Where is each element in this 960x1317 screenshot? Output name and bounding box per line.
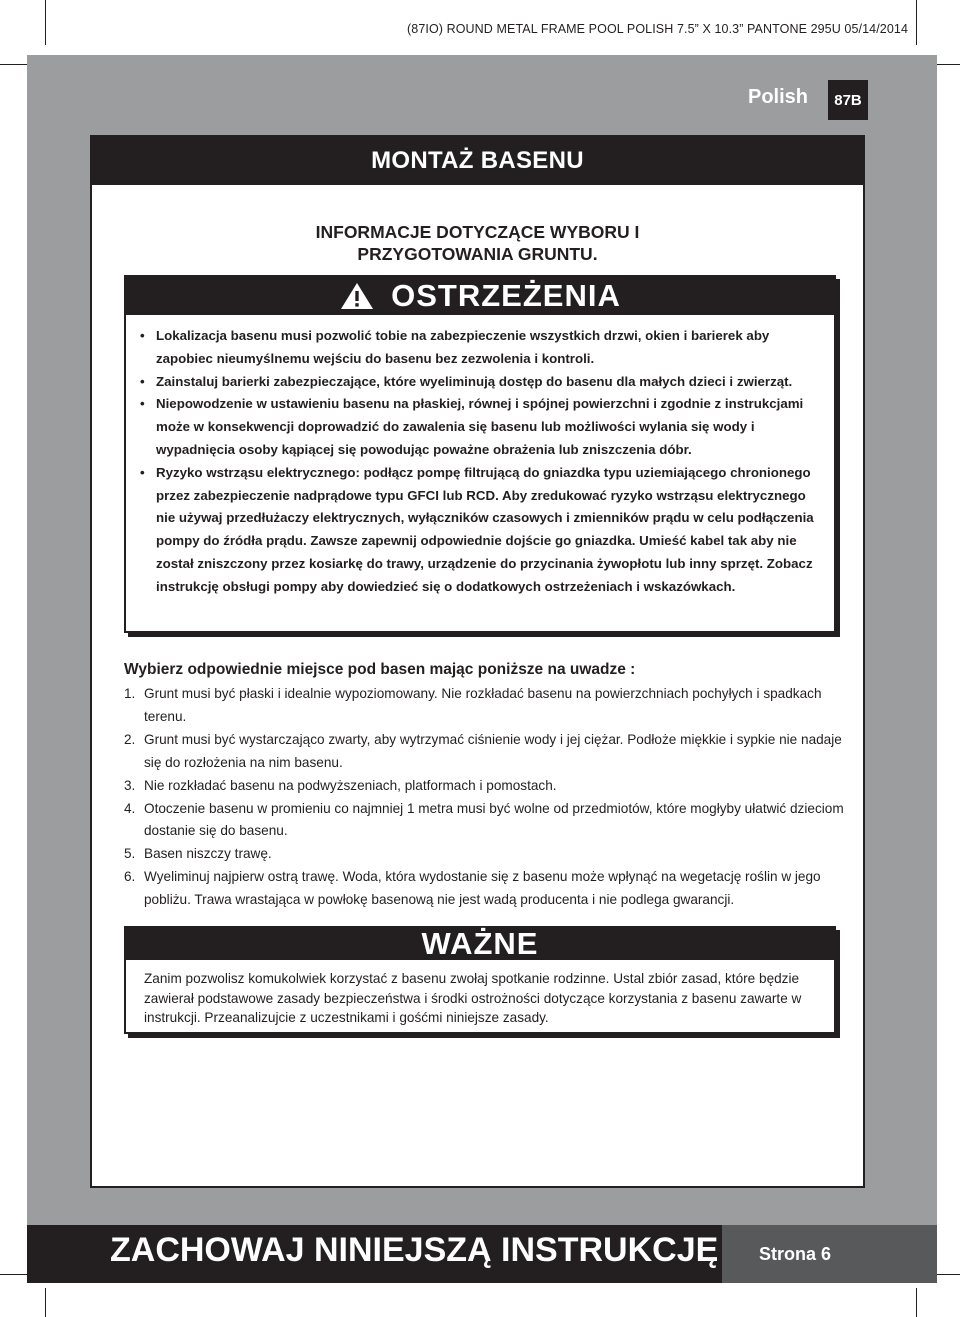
- warning-item: • Lokalizacja basenu musi pozwolić tobie na zabezpieczenie wszystkich drzwi, okien i barierek aby zapobiec nieumyślnemu wejściu do basenu bez zezwolenia i kontroli.: [156, 325, 820, 371]
- list-item: [124, 866, 844, 912]
- item-number: 4.: [124, 800, 136, 816]
- item-text: Nie rozkładać basenu na podwyższeniach, platformach i pomostach.: [144, 777, 557, 793]
- crop-mark: [45, 1288, 46, 1317]
- list-item: [124, 683, 844, 729]
- footer-title: ZACHOWAJ NINIEJSZĄ INSTRUKCJĘ: [110, 1231, 719, 1269]
- list-item: [124, 843, 844, 866]
- page-number: Strona 6: [722, 1225, 937, 1283]
- item-text: Grunt musi być wystarczająco zwarty, aby wytrzymać ciśnienie wody i jej ciężar. Podłoże miękkie i sypkie nie nadaje się do rozłożenia na nim basenu.: [144, 731, 842, 770]
- warning-triangle-icon: [339, 281, 375, 311]
- item-number: 5.: [124, 846, 136, 862]
- item-number: 6.: [124, 869, 136, 885]
- list-item: [124, 798, 844, 844]
- print-header: (87IO) ROUND METAL FRAME POOL POLISH 7.5” X 10.3” PANTONE 295U 05/14/2014: [407, 22, 908, 36]
- warning-item: • Niepowodzenie w ustawieniu basenu na płaskiej, równej i spójnej powierzchni i zgodnie z instrukcjami może w konsekwencji doprowadzić do zawalenia się basenu lub możliwości wylania się wody i wypadnięcia osoby kąpiącej się powodując poważne obrażenia lub zniszczenia dóbr.: [156, 393, 820, 461]
- crop-mark: [916, 1288, 917, 1317]
- list-item: [124, 775, 844, 798]
- item-number: 3.: [124, 777, 136, 793]
- warnings-list: [126, 315, 834, 599]
- subtitle-line: INFORMACJE DOTYCZĄCE WYBORU I: [315, 222, 640, 242]
- list-item: [124, 729, 844, 775]
- warnings-box: [124, 275, 836, 633]
- page-title: MONTAŻ BASENU: [92, 137, 863, 185]
- warnings-heading: OSTRZEŻENIA: [391, 278, 621, 313]
- warnings-header: [126, 277, 834, 315]
- item-number: 1.: [124, 686, 136, 701]
- warning-item: • Ryzyko wstrząsu elektrycznego: podłącz pompę filtrującą do gniazdka typu uziemiającego chronionego przez zabezpieczenie nadprądowe typu GFCI lub RCD. Aby zredukować ryzyko wstrząsu elektrycznego nie używaj przedłużaczy elektrycznych, wyłączników czasowych i zmienników prądu w celu podłączenia pompy do źródła prądu. Zawsze zapewnij odpowiednie dojście go gniazdka. Umieść kabel tak aby nie został zniszczony przez kosiarkę do trawy, urządzenie do przycinania żywopłotu lub inny sprzęt. Zobacz instrukcję obsługi pompy aby dowiedzieć się o dodatkowych ostrzeżeniach i wskazówkach.: [156, 462, 820, 599]
- item-text: Basen niszczy trawę.: [144, 846, 272, 862]
- crop-mark: [916, 0, 917, 45]
- language-label: Polish: [747, 86, 808, 108]
- warning-item: • Zainstaluj barierki zabezpieczające, które wyeliminują dostęp do basenu dla małych dzieci i zwierząt.: [156, 371, 820, 394]
- important-text: Zanim pozwolisz komukolwiek korzystać z basenu zwołaj spotkanie rodzinne. Ustal zbiór zasad, które będzie zawierał podstawowe zasady bezpieczeństwa i środki ostrożności dotyczące korzystania z basenu zawarte w instrukcji. Przeanalizujcie z uczestnikami i gośćmi niniejsze zasady.: [144, 971, 802, 1025]
- important-box: [124, 926, 836, 1034]
- item-text: Wyeliminuj najpierw ostrą trawę. Woda, która wydostanie się z basenu może wpłynąć na wegetację roślin w jego pobliżu. Trawa wrastająca w powłokę basenową nie jest wadą producenta i nie podlega gwarancji.: [144, 869, 821, 908]
- item-text: Grunt musi być płaski i idealnie wypoziomowany. Nie rozkładać basenu na powierzchniach pochyłych i spadkach terenu.: [144, 686, 822, 724]
- item-number: 2.: [124, 731, 136, 747]
- important-heading: WAŻNE: [126, 928, 834, 960]
- content-panel: [90, 135, 865, 1188]
- subtitle-line: PRZYGOTOWANIA GRUNTU.: [357, 244, 598, 264]
- item-text: Otoczenie basenu w promieniu co najmniej 1 metra musi być wolne od przedmiotów, które mogłyby ułatwić dzieciom dostanie się do basenu.: [144, 800, 844, 839]
- page-code-badge: 87B: [828, 80, 868, 120]
- site-selection-heading: Wybierz odpowiednie miejsce pod basen mając poniższe na uwadze :: [124, 661, 636, 678]
- section-subtitle: [92, 221, 863, 265]
- crop-mark: [45, 0, 46, 45]
- site-selection-list: [124, 683, 844, 912]
